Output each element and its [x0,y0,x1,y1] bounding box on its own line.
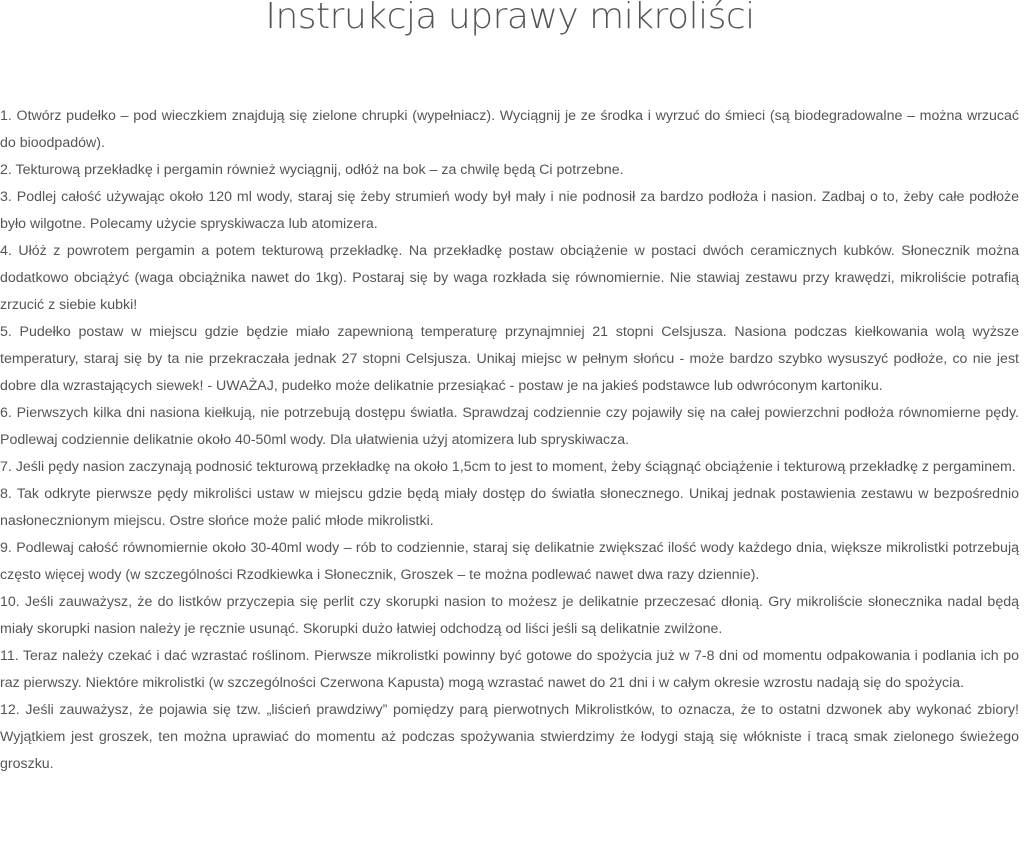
step-7: 7. Jeśli pędy nasion zaczynają podnosić tekturową przekładkę na około 1,5cm to jest to moment, żeby ściągnąć obciążenie i tekturową przekładkę z pergaminem. [0,459,1016,475]
step-10: 10. Jeśli zauważysz, że do listków przyczepia się perlit czy skorupki nasion to możesz je delikatnie przeczesać dłonią. Gry mikroliście słonecznika nadal będą miały skorupki nasion należy je ręcznie usunąć. Skorupki dużo łatwiej odchodzą od liści jeśli są delikatnie zwilżone. [0,594,1019,637]
page-title: Instrukcja uprawy mikroliści [265,0,755,37]
step-8: 8. Tak odkryte pierwsze pędy mikroliści ustaw w miejscu gdzie będą miały dostęp do światła słonecznego. Unikaj jednak postawienia zestawu w bezpośrednio nasłonecznionym miejscu. Ostre słońce może palić młode mikrolistki. [0,486,1019,529]
step-2: 2. Tekturową przekładkę i pergamin również wyciągnij, odłóż na bok – za chwilę będą Ci potrzebne. [0,162,624,178]
step-5: 5. Pudełko postaw w miejscu gdzie będzie miało zapewnioną temperaturę przynajmniej 21 stopni Celsjusza. Nasiona podczas kiełkowania wolą wyższe temperatury, staraj się by ta nie przekraczała jednak 27 stopni Celsjusza. Unikaj miejsc w pełnym słońcu - może bardzo szybko wysuszyć podłoże, co nie jest dobre dla wzrastających siewek! - UWAŻAJ, pudełko może delikatnie przesiąkać - postaw je na jakieś podstawce lub odwróconym kartoniku. [0,324,1019,394]
step-4: 4. Ułóż z powrotem pergamin a potem tekturową przekładkę. Na przekładkę postaw obciążenie w postaci dwóch ceramicznych kubków. Słonecznik można dodatkowo obciążyć (waga obciążnika nawet do 1kg). Postaraj się by waga rozkłada się równomiernie. Nie stawiaj zestawu przy krawędzi, mikroliście potrafią zrzucić z siebie kubki! [0,243,1019,313]
step-3: 3. Podlej całość używając około 120 ml wody, staraj się żeby strumień wody był mały i nie podnosił za bardzo podłoża i nasion. Zadbaj o to, żeby całe podłoże było wilgotne. Polecamy użycie spryskiwacza lub atomizera. [0,189,1019,232]
step-9: 9. Podlewaj całość równomiernie około 30-40ml wody – rób to codziennie, staraj się delikatnie zwiększać ilość wody każdego dnia, większe mikrolistki potrzebują często więcej wody (w szczególności Rzodkiewka i Słonecznik, Groszek – te można podlewać nawet dwa razy dziennie). [0,540,1019,583]
step-6: 6. Pierwszych kilka dni nasiona kiełkują, nie potrzebują dostępu światła. Sprawdzaj codziennie czy pojawiły się na całej powierzchni podłoża równomierne pędy. Podlewaj codziennie delikatnie około 40-50ml wody. Dla ułatwienia użyj atomizera lub spryskiwacza. [0,405,1019,448]
step-12: 12. Jeśli zauważysz, że pojawia się tzw. „liścień prawdziwy” pomiędzy parą pierwotnych Mikrolistków, to oznacza, że to ostatni dzwonek aby wykonać zbiory! Wyjątkiem jest groszek, ten można uprawiać do momentu aż podczas spożywania stwierdzimy że łodygi stają się włókniste i tracą smak zielonego świeżego groszku. [0,702,1019,772]
step-1: 1. Otwórz pudełko – pod wieczkiem znajdują się zielone chrupki (wypełniacz). Wyciągnij je ze środka i wyrzuć do śmieci (są biodegradowalne – można wrzucać do bioodpadów). [0,108,1019,151]
instruction-steps [0,103,1019,778]
step-11: 11. Teraz należy czekać i dać wzrastać roślinom. Pierwsze mikrolistki powinny być gotowe do spożycia już w 7-8 dni od momentu odpakowania i podlania ich po raz pierwszy. Niektóre mikrolistki (w szczególności Czerwona Kapusta) mogą wzrastać nawet do 21 dni i w całym okresie wzrostu nadają się do spożycia. [0,648,1019,691]
